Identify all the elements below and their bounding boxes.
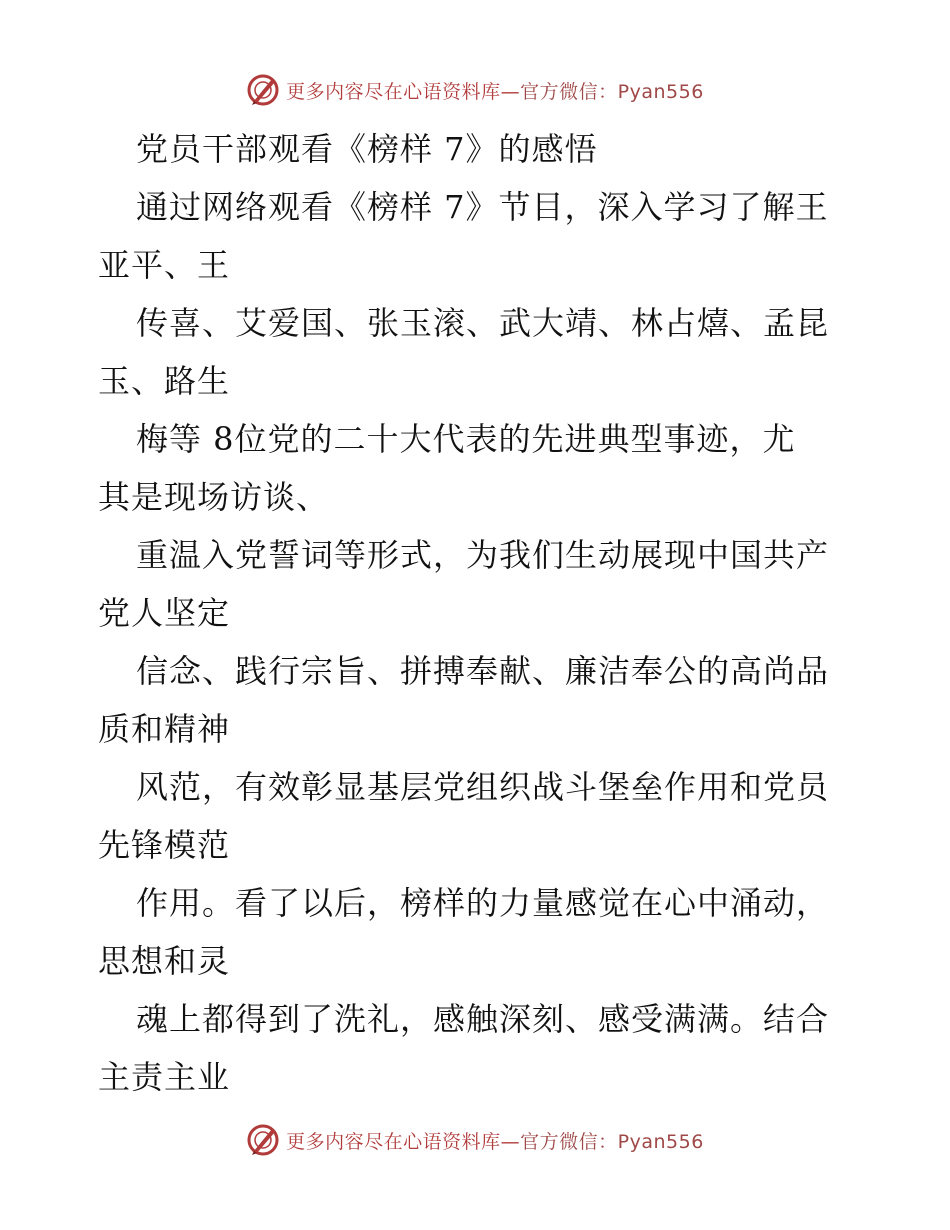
- banner-wechat-text: 官方微信：Pyan556: [520, 1130, 704, 1153]
- banner-site-text: 更多内容尽在心语资料库—: [286, 80, 521, 103]
- text-line: 思想和灵: [98, 942, 231, 980]
- text-line: 党人坚定: [98, 594, 231, 632]
- banner-text: [286, 77, 704, 104]
- banner-text: [286, 1127, 704, 1154]
- text-line: 亚平、王: [98, 246, 231, 284]
- document-title: 党员干部观看《榜样 7》的感悟: [136, 130, 598, 168]
- text-line: 传喜、艾爱国、张玉滚、武大靖、林占熺、孟昆: [136, 304, 830, 342]
- text-line: 其是现场访谈、: [98, 478, 330, 516]
- text-line: 风范，有效彰显基层党组织战斗堡垒作用和党员: [136, 768, 830, 806]
- text-line: 主责主业: [98, 1058, 231, 1096]
- text-line: 重温入党誓词等形式，为我们生动展现中国共产: [136, 536, 830, 574]
- quill-pen-logo-icon: [246, 73, 280, 107]
- banner-site-text: 更多内容尽在心语资料库—: [286, 1130, 521, 1153]
- text-line: 先锋模范: [98, 826, 231, 864]
- footer-banner: [0, 1120, 950, 1160]
- text-line: 通过网络观看《榜样 7》节目，深入学习了解王: [136, 188, 829, 226]
- text-line: 魂上都得到了洗礼，感触深刻、感受满满。结合: [136, 1000, 830, 1038]
- quill-pen-logo-icon: [246, 1123, 280, 1157]
- text-line: 作用。看了以后，榜样的力量感觉在心中涌动，: [136, 884, 830, 922]
- header-banner: [0, 70, 950, 110]
- banner-wechat-text: 官方微信：Pyan556: [520, 80, 704, 103]
- text-line: 梅等 8位党的二十大代表的先进典型事迹，尤: [136, 420, 796, 458]
- document-body: [98, 120, 858, 1106]
- text-line: 玉、路生: [98, 362, 231, 400]
- text-line: 质和精神: [98, 710, 231, 748]
- text-line: 信念、践行宗旨、拼搏奉献、廉洁奉公的高尚品: [136, 652, 830, 690]
